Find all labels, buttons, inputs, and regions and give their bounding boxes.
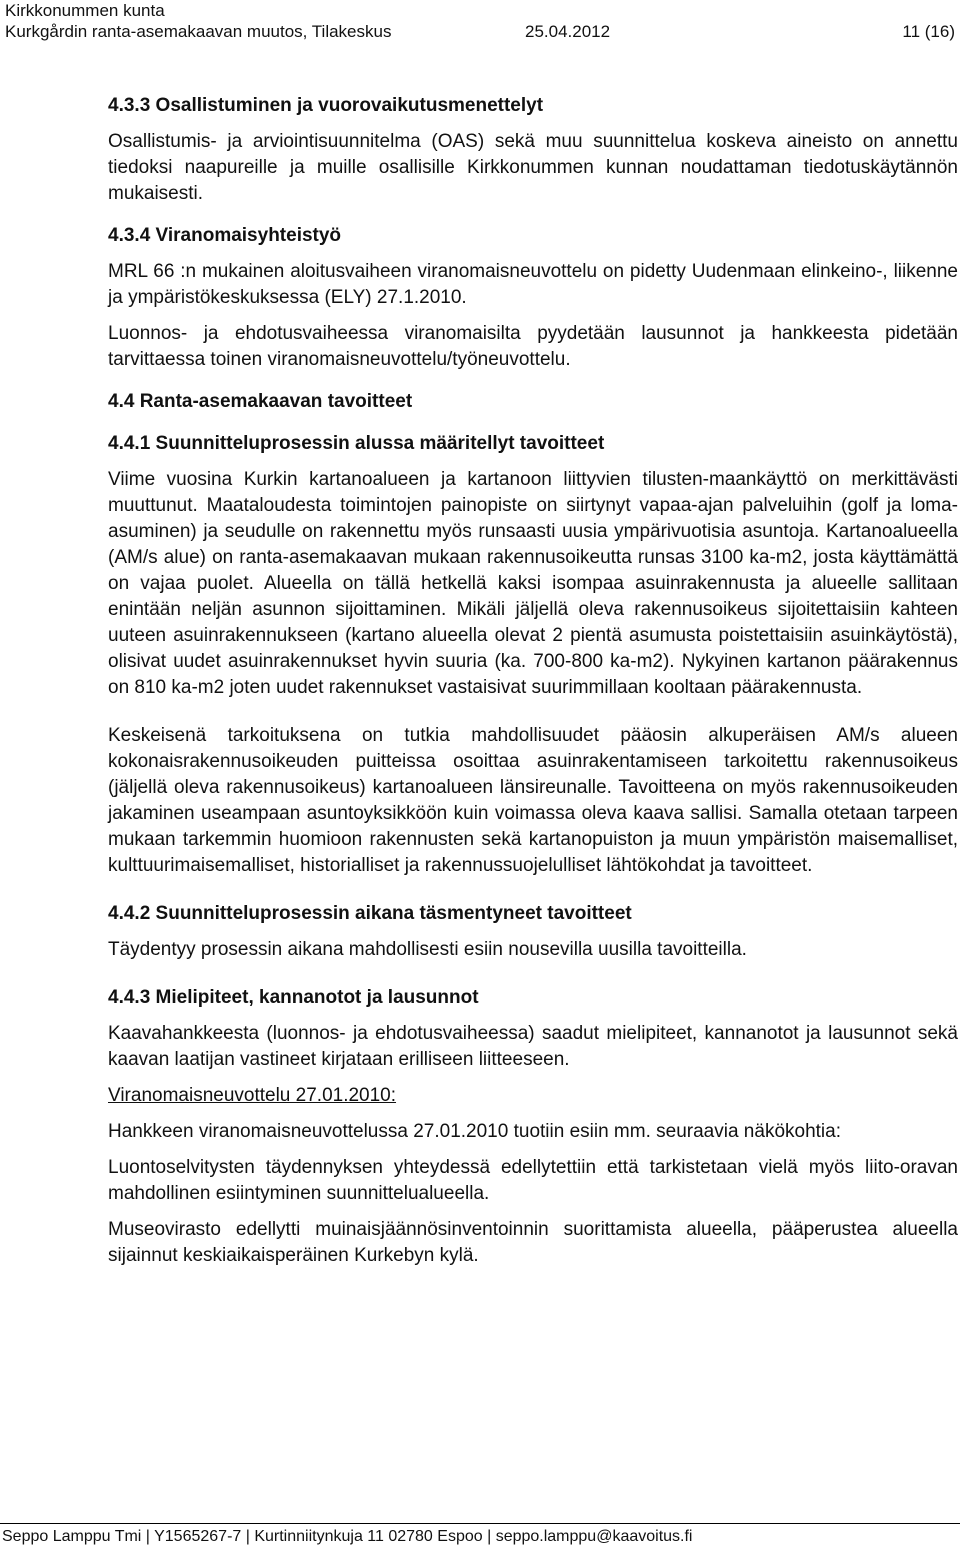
header-info-row bbox=[5, 21, 955, 42]
paragraph-hankkeen: Hankkeen viranomaisneuvottelussa 27.01.2010 tuotiin esiin mm. seuraavia näkökohtia: bbox=[108, 1121, 841, 1142]
heading-4-4-3: 4.4.3 Mielipiteet, kannanotot ja lausunnot bbox=[108, 987, 479, 1008]
paragraph-luonnos: Luonnos- ja ehdotusvaiheessa viranomaisilta pyydetään lausunnot ja hankkeesta pidetään tarvittaessa toinen viranomaisneuvottelu/työneuvottelu. bbox=[108, 323, 958, 370]
document-body bbox=[108, 93, 958, 1269]
page-header bbox=[5, 0, 955, 42]
heading-4-4: 4.4 Ranta-asemakaavan tavoitteet bbox=[108, 391, 413, 412]
paragraph-mrl66: MRL 66 :n mukainen aloitusvaiheen viranomaisneuvottelu on pidetty Uudenmaan elinkeino-, liikenne ja ympäristökeskuksessa (ELY) 27.1.2010. bbox=[108, 261, 958, 308]
header-municipality: Kirkkonummen kunta bbox=[5, 1, 165, 20]
heading-4-3-4: 4.3.4 Viranomaisyhteistyö bbox=[108, 225, 342, 246]
subheading-viranomaisneuvottelu: Viranomaisneuvottelu 27.01.2010: bbox=[108, 1085, 397, 1106]
paragraph-luontoselvitysten: Luontoselvitysten täydennyksen yhteydessä edellytettiin että tarkistetaan vielä myös liito-oravan mahdollinen esiintyminen suunnittelualueella. bbox=[108, 1157, 958, 1204]
header-document-title: Kurkgårdin ranta-asemakaavan muutos, Tilakeskus bbox=[5, 22, 392, 41]
heading-4-3-3: 4.3.3 Osallistuminen ja vuorovaikutusmenettelyt bbox=[108, 95, 544, 116]
header-date: 25.04.2012 bbox=[525, 22, 611, 41]
heading-4-4-2: 4.4.2 Suunnitteluprosessin aikana täsmentyneet tavoitteet bbox=[108, 903, 632, 924]
footer-divider bbox=[0, 1523, 960, 1524]
paragraph-taydentyy: Täydentyy prosessin aikana mahdollisesti esiin nousevilla uusilla tavoitteilla. bbox=[108, 939, 747, 960]
paragraph-oas: Osallistumis- ja arviointisuunnitelma (OAS) sekä muu suunnittelua koskeva aineisto on annettu tiedoksi naapureille ja muille osallisille Kirkkonummen kunnan noudattaman tiedotuskäytännön mukaisesti. bbox=[108, 131, 958, 204]
page-footer: Seppo Lamppu Tmi | Y1565267-7 | Kurtinniitynkuja 11 02780 Espoo | seppo.lamppu@kaavoitus.fi bbox=[2, 1528, 693, 1545]
paragraph-museovirasto: Museovirasto edellytti muinaisjäännösinventoinnin suorittamista alueella, pääperustea alueella sijainnut keskiaikaisperäinen Kurkebyn kylä. bbox=[108, 1219, 958, 1266]
paragraph-keskeisena: Keskeisenä tarkoituksena on tutkia mahdollisuudet pääosin alkuperäisen AM/s alueen kokonaisrakennusoikeuden puitteissa osoittaa asuinrakentamiseen tarkoitettu rakennusoikeus (jäljellä oleva rakennusoikeus) kartanoalueen länsireunalle. Tavoitteena on myös rakennusoikeuden jakaminen useampaan asuntoyksikköön kuin voimassa oleva kaava sallisi. Samalla otetaan tarpeen mukaan tarkemmin huomioon rakennusten sekä kartanopuiston ja muun ympäristön maisemalliset, kulttuurimaisemalliset, historialliset ja rakennussuojelulliset lähtökohdat ja tavoitteet. bbox=[108, 725, 958, 876]
header-page-number: 11 (16) bbox=[902, 22, 955, 41]
heading-4-4-1: 4.4.1 Suunnitteluprosessin alussa määritellyt tavoitteet bbox=[108, 433, 605, 454]
paragraph-viime-vuosina: Viime vuosina Kurkin kartanoalueen ja kartanoon liittyvien tilusten-maankäyttö on merkittävästi muuttunut. Maataloudesta toimintojen painopiste on siirtynyt vapaa-ajan palveluihin (golf ja loma-asuminen) ja seudulle on rakennettu myös runsaasti uusia ympärivuotisia asuntoja. Kartanoalueella (AM/s alue) on ranta-asemakaavan mukaan rakennusoikeutta runsas 3100 ka-m2, josta käyttämättä on vajaa puolet. Alueella on tällä hetkellä kaksi isompaa asuinrakennusta ja alueelle sallitaan enintään neljän asunnon sijoittaminen. Mikäli jäljellä oleva rakennusoikeus sijoitettaisiin kahteen uuteen asuinrakennukseen (kartano alueella olevat 2 pientä asumusta poistettaisiin asuinkäytöstä), olisivat uudet asuinrakennukset hyvin suuria (ka. 700-800 ka-m2). Nykyinen kartanon päärakennus on 810 ka-m2 joten uudet rakennukset vastaisivat suurimmillaan kooltaan päärakennusta. bbox=[108, 469, 958, 698]
paragraph-kaavahankkeesta: Kaavahankkeesta (luonnos- ja ehdotusvaiheessa) saadut mielipiteet, kannanotot ja lausunnot sekä kaavan laatijan vastineet kirjataan erilliseen liitteeseen. bbox=[108, 1023, 958, 1070]
